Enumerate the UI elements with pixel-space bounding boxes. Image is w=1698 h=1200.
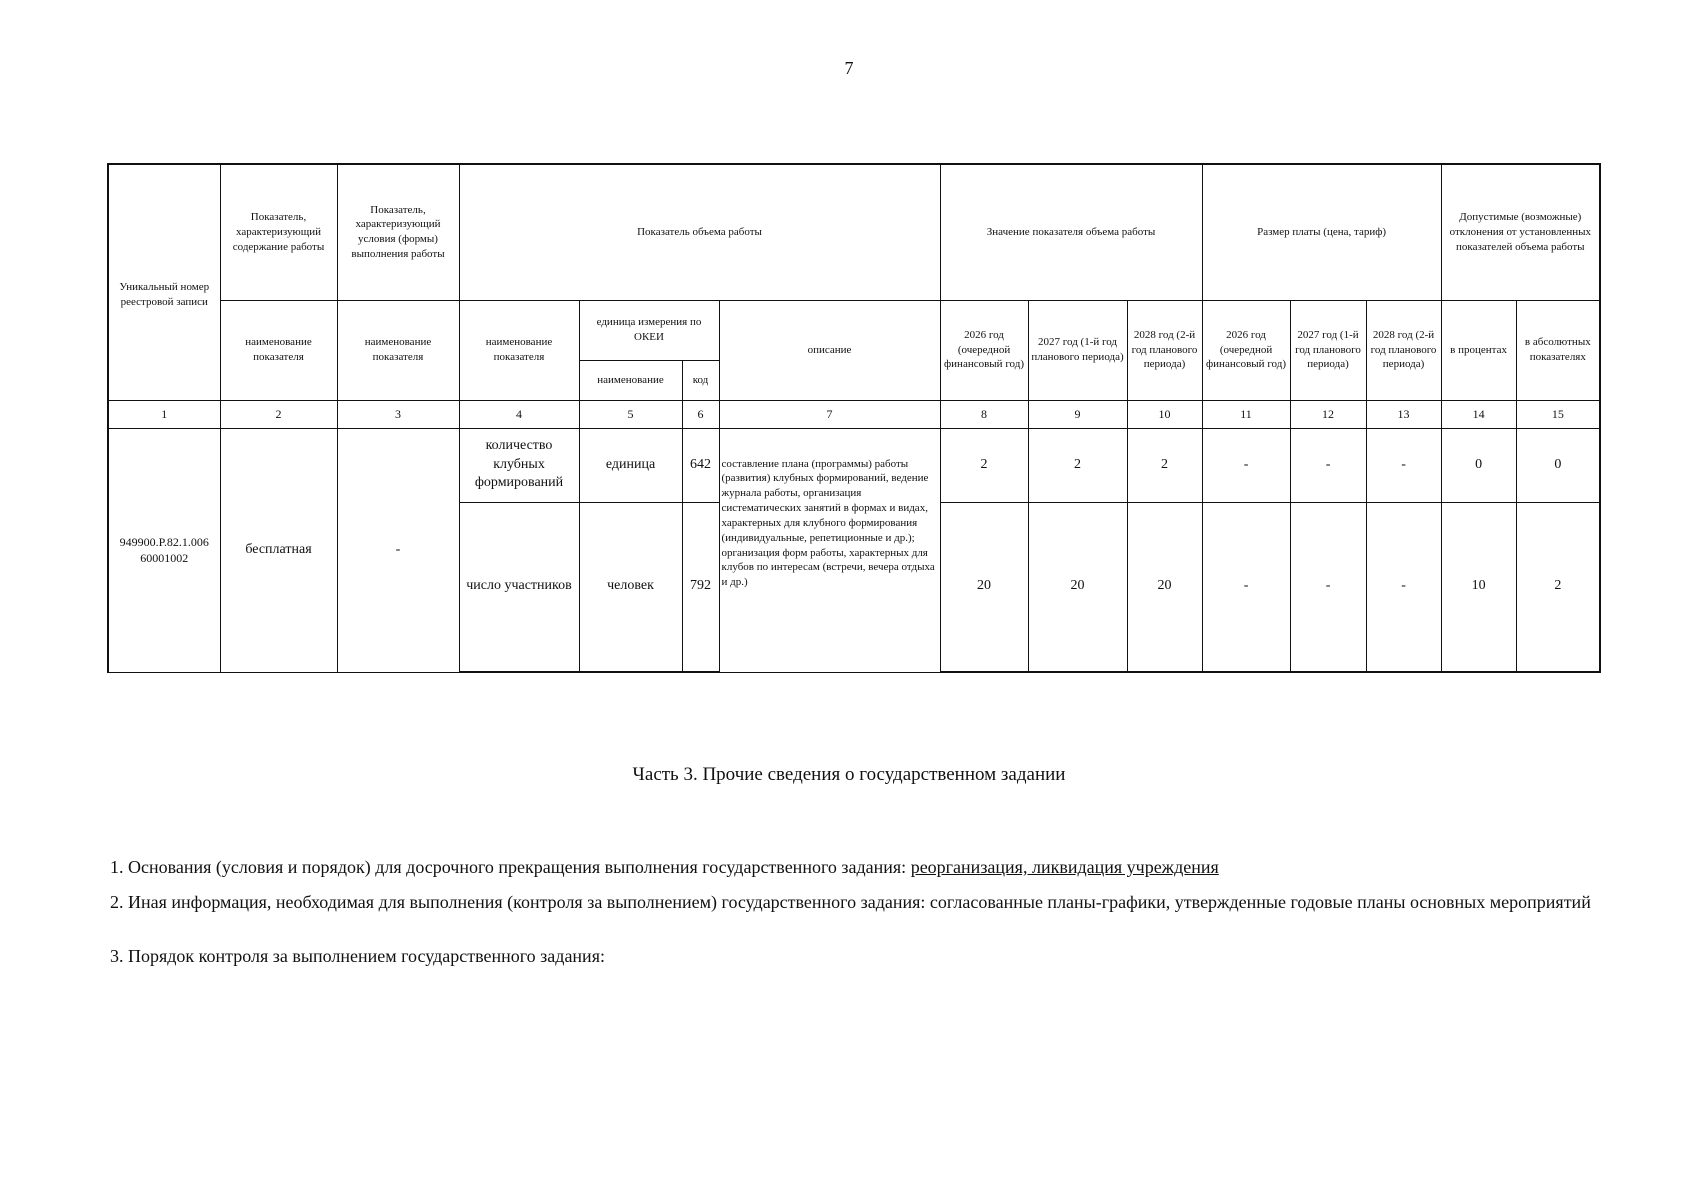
content-value: бесплатная (220, 428, 337, 672)
header-in-percent: в процентах (1441, 300, 1516, 400)
unit-code: 642 (682, 428, 719, 502)
col-number: 10 (1127, 400, 1202, 428)
col-number: 6 (682, 400, 719, 428)
col-number: 12 (1290, 400, 1366, 428)
work-description: составление плана (программы) работы (развития) клубных формирований, ведение журнала работы, организация систематических занятий в формах и видах, характерных для клубного формирования (индивидуальные, репетиционные и др.); организация форм работы, характерных для клубов по интересам (встречи, вечера отдыха и др.) (719, 428, 940, 672)
fee-2026: - (1202, 502, 1290, 672)
header-indicator-name: наименование показателя (459, 300, 579, 400)
col-number: 8 (940, 400, 1028, 428)
header-okei-unit: единица измерения по ОКЕИ (579, 300, 719, 360)
col-number: 7 (719, 400, 940, 428)
header-indicator-name: наименование показателя (220, 300, 337, 400)
value-2028: 2 (1127, 428, 1202, 502)
fee-2027: - (1290, 502, 1366, 672)
unit-code: 792 (682, 502, 719, 672)
registry-number: 949900.Р.82.1.006 60001002 (108, 428, 220, 672)
unit-name: человек (579, 502, 682, 672)
header-volume-indicator: Показатель объема работы (459, 164, 940, 300)
header-fee-year-2028: 2028 год (2-й год планового периода) (1366, 300, 1441, 400)
col-number: 11 (1202, 400, 1290, 428)
deviation-absolute: 2 (1516, 502, 1600, 672)
fee-2028: - (1366, 428, 1441, 502)
header-year-2027: 2027 год (1-й год планового периода) (1028, 300, 1127, 400)
page-number: 7 (844, 58, 854, 78)
work-volume-table (107, 163, 1601, 673)
unit-name: единица (579, 428, 682, 502)
conditions-value: - (337, 428, 459, 672)
header-unique-number: Уникальный номер реестровой записи (108, 164, 220, 400)
header-okei-code: код (682, 360, 719, 400)
indicator-name: число участников (459, 502, 579, 672)
fee-2028: - (1366, 502, 1441, 672)
header-description: описание (719, 300, 940, 400)
header-year-2026: 2026 год (очередной финансовый год) (940, 300, 1028, 400)
col-number: 14 (1441, 400, 1516, 428)
col-number: 1 (108, 400, 220, 428)
col-number: 5 (579, 400, 682, 428)
value-2028: 20 (1127, 502, 1202, 672)
paragraph-3: 3. Порядок контроля за выполнением государственного задания: (110, 946, 605, 966)
header-conditions-indicator: Показатель, характеризующий условия (формы) выполнения работы (337, 164, 459, 300)
deviation-percent: 0 (1441, 428, 1516, 502)
col-number: 13 (1366, 400, 1441, 428)
col-number: 4 (459, 400, 579, 428)
header-fee-size: Размер платы (цена, тариф) (1202, 164, 1441, 300)
col-number: 3 (337, 400, 459, 428)
indicator-name: количество клубных формирований (459, 428, 579, 502)
header-year-2028: 2028 год (2-й год планового периода) (1127, 300, 1202, 400)
fee-2027: - (1290, 428, 1366, 502)
paragraph-1 (110, 856, 1600, 879)
header-content-indicator: Показатель, характеризующий содержание работы (220, 164, 337, 300)
value-2026: 2 (940, 428, 1028, 502)
header-fee-year-2027: 2027 год (1-й год планового периода) (1290, 300, 1366, 400)
value-2026: 20 (940, 502, 1028, 672)
col-number: 9 (1028, 400, 1127, 428)
header-okei-name: наименование (579, 360, 682, 400)
header-in-absolute: в абсолютных показателях (1516, 300, 1600, 400)
deviation-percent: 10 (1441, 502, 1516, 672)
header-deviations: Допустимые (возможные) отклонения от установленных показателей объема работы (1441, 164, 1600, 300)
col-number: 2 (220, 400, 337, 428)
paragraph-1-value: реорганизация, ликвидация учреждения (910, 857, 1219, 877)
deviation-absolute: 0 (1516, 428, 1600, 502)
col-number: 15 (1516, 400, 1600, 428)
value-2027: 20 (1028, 502, 1127, 672)
fee-2026: - (1202, 428, 1290, 502)
section-title: Часть 3. Прочие сведения о государственном задании (632, 764, 1066, 785)
header-fee-year-2026: 2026 год (очередной финансовый год) (1202, 300, 1290, 400)
header-volume-value: Значение показателя объема работы (940, 164, 1202, 300)
paragraph-2: 2. Иная информация, необходимая для выполнения (контроля за выполнением) государственного задания: согласованные планы-графики, утвержденные годовые планы основных мероприятий (110, 892, 1591, 912)
value-2027: 2 (1028, 428, 1127, 502)
paragraph-1-lead: 1. Основания (условия и порядок) для досрочного прекращения выполнения государственного задания: (110, 857, 911, 877)
header-indicator-name: наименование показателя (337, 300, 459, 400)
table-row (108, 428, 1600, 502)
